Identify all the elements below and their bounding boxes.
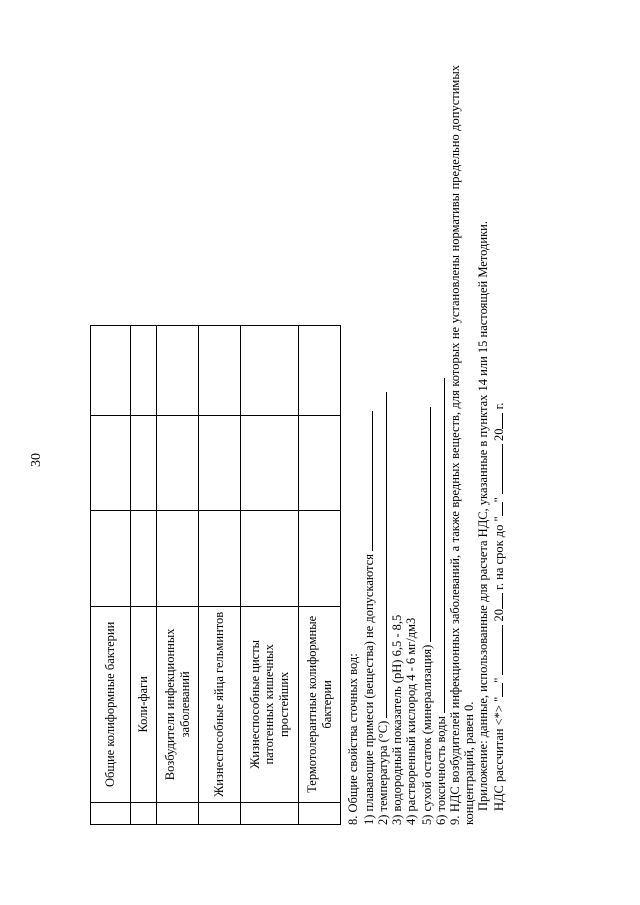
property-dry-residue: 5) сухой остаток (минерализация)	[419, 644, 434, 825]
fill-line	[361, 411, 373, 551]
section-8-title: 8. Общие свойства сточных вод:	[346, 653, 360, 825]
rotated-page-content	[90, 55, 570, 825]
property-ph: 3) водородный показатель (рН) 6,5 - 8,5	[389, 614, 404, 825]
table-cell-name: Возбудители инфекционных заболеваний	[157, 606, 199, 802]
table-cell-name: Общие колиформные бактерии	[91, 606, 131, 802]
table-cell-name: Коли-фаги	[131, 606, 157, 802]
table-row	[299, 326, 341, 825]
table-row	[131, 326, 157, 825]
ndс-calculated-line: НДС рассчитан <*> "" 20 г. на срок до "" 20 г.	[491, 402, 506, 811]
table-cell-name: Термотолерантные колиформные бактерии	[299, 606, 341, 802]
appendix-text: Приложение: данные, использованные для расчета НДС, указанные в пунктах 14 или 15 настоящей Методики.	[476, 221, 491, 811]
fill-line	[419, 407, 431, 642]
table-row	[199, 326, 241, 825]
property-toxicity: 6) токсичность воды	[434, 716, 448, 825]
table-row	[91, 326, 131, 825]
table-row	[157, 326, 199, 825]
microbiology-table	[90, 325, 341, 825]
section-9-text: 9. НДС возбудителей инфекционных заболеваний, а также вредных веществ, для которых не установлены нормативы предельно допустимых концентраций, равен 0.	[447, 65, 476, 825]
property-oxygen: 4) растворенный кислород 4 - 6 мг/дм3	[404, 617, 418, 825]
property-temperature: 2) температура (°С)	[376, 720, 390, 825]
fill-line	[375, 392, 387, 718]
fill-line	[433, 378, 445, 713]
page-number: 30	[29, 453, 44, 467]
table-cell-name: Жизнеспособные цисты патогенных кишечных простейших	[241, 606, 299, 802]
table-row	[241, 326, 299, 825]
property-floating-impurities: 1) плавающие примеси (вещества) не допускаются	[361, 554, 376, 825]
table-cell-name: Жизнеспособные яйца гельминтов	[199, 606, 241, 802]
section-8-properties	[346, 65, 505, 825]
